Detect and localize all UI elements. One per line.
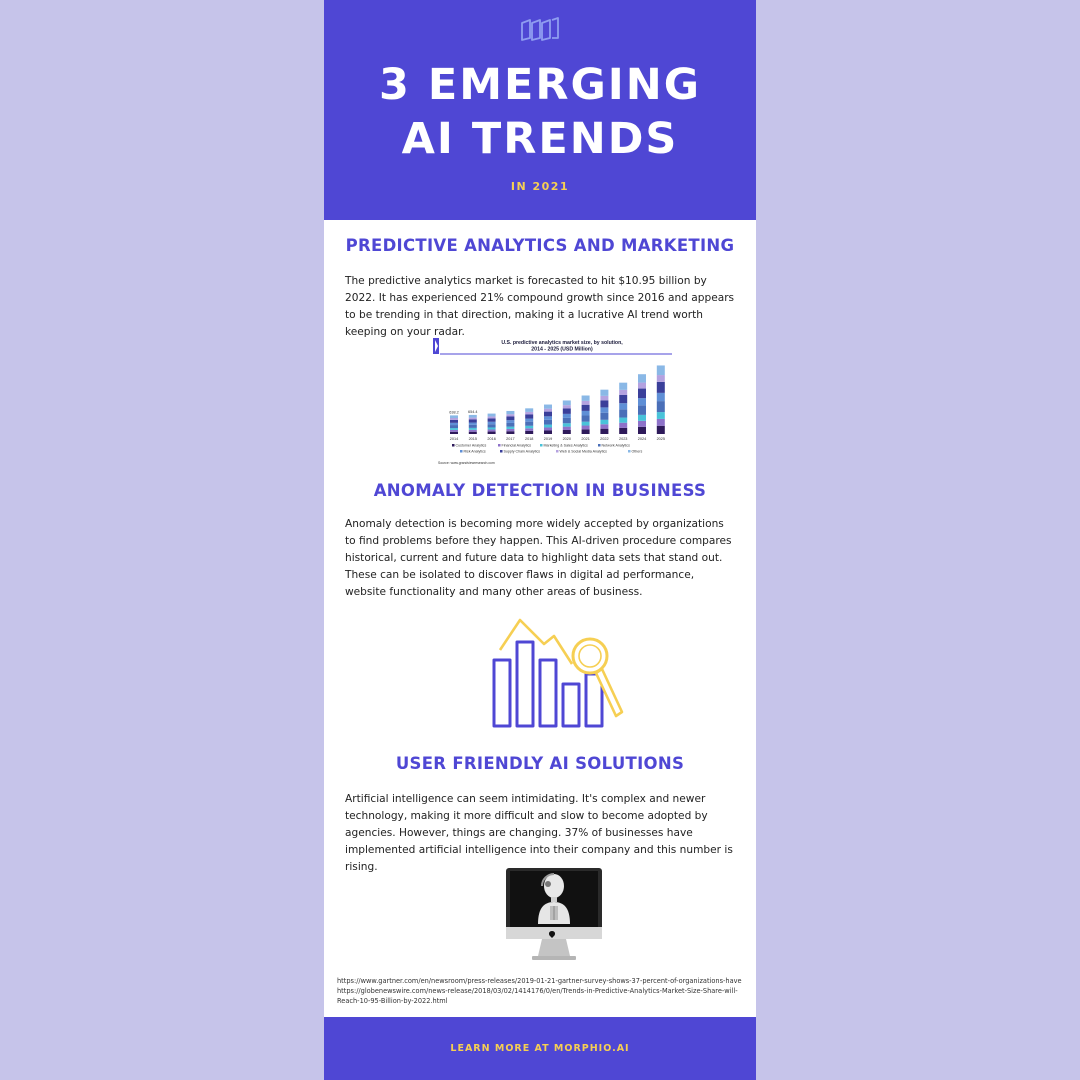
chart-bar-segment	[638, 389, 646, 399]
chart-bar-segment	[488, 418, 496, 421]
chart-bar-segment	[525, 419, 533, 422]
chart-tick-label: 2014	[449, 437, 459, 441]
chart-bar-segment	[488, 432, 496, 434]
chart-bar-segment	[582, 396, 590, 401]
chart-bar-segment	[506, 414, 514, 416]
chart-bar-segment	[544, 425, 552, 428]
chart-tick-label: 2025	[656, 437, 666, 441]
chart-tick-label: 2022	[600, 437, 609, 441]
chart-bar-segment	[525, 408, 533, 412]
bar-chart-magnifier-icon	[490, 614, 630, 730]
chart-title-line-1: U.S. predictive analytics market size, by solution,	[501, 340, 623, 346]
chart-bar-segment	[469, 419, 477, 422]
legend-swatch	[598, 444, 601, 447]
chart-bar-segment	[469, 428, 477, 430]
legend-swatch	[460, 450, 463, 453]
chart-bar-segment	[544, 409, 552, 412]
chart-bar-segment	[657, 426, 665, 434]
chart-bar-segment	[506, 416, 514, 420]
chart-bar-segment	[450, 418, 458, 420]
chart-bar-segment	[638, 383, 646, 389]
chart-bar-segment	[582, 416, 590, 422]
section-heading-predictive-analytics: PREDICTIVE ANALYTICS AND MARKETING	[345, 236, 735, 255]
footer-banner	[324, 1017, 756, 1080]
legend-swatch	[556, 450, 559, 453]
chart-bar-segment	[506, 420, 514, 423]
chart-bar-segment	[657, 382, 665, 393]
chart-bar-segment	[563, 423, 571, 426]
chart-bar-segment	[544, 405, 552, 409]
section-body-predictive-analytics: The predictive analytics market is forecasted to hit $10.95 billion by 2022. It has experienced 21% compound growth since 2016 and appears to be trending in that direction, making it a lucrative AI trend worth keeping on your radar.	[345, 275, 735, 338]
chart-bar-segment	[544, 416, 552, 420]
legend-label: Supply Chain Analytics	[503, 449, 541, 454]
chart-bar-segment	[657, 401, 665, 412]
chart-bar-segment	[544, 420, 552, 425]
chart-tick-label: 2016	[487, 437, 496, 441]
chart-bar-segment	[619, 409, 627, 417]
chart-bar-segment	[469, 423, 477, 425]
legend-label: Customer Analytics	[455, 443, 487, 448]
chart-bar-segment	[563, 414, 571, 418]
chart-bar-segment	[525, 422, 533, 426]
market-size-chart	[432, 336, 672, 468]
chart-bar-segment	[619, 395, 627, 403]
chart-bar-segment	[469, 432, 477, 434]
chart-bar-segment	[506, 431, 514, 434]
chart-bar-segment	[600, 424, 608, 428]
legend-label: Risk Analytics	[463, 449, 486, 454]
chart-tick-label: 2024	[637, 437, 647, 441]
chart-bar-segment	[657, 365, 665, 375]
chart-bar-segment	[488, 422, 496, 424]
chart-bar-segment	[600, 429, 608, 434]
chart-bar-segment	[563, 418, 571, 423]
footer-cta-link[interactable]: LEARN MORE AT MORPHIO.AI	[450, 1043, 630, 1054]
chart-bar-segment	[619, 418, 627, 423]
section-body-anomaly-detection: Anomaly detection is becoming more widely accepted by organizations to find problems before they happen. This AI-driven procedure compares historical, current and future data to highlight data sets that stand out. These can be isolated to discover flaws in digital ad performance, website functionality and many other areas of business.	[345, 518, 732, 598]
source-link-3[interactable]: Reach-10-95-Billion-by-2022.html	[337, 997, 448, 1005]
chart-bar-segment	[638, 427, 646, 434]
chart-bar-segment	[657, 419, 665, 426]
chart-bar-segment	[600, 390, 608, 396]
chart-bar-segment	[619, 383, 627, 390]
chart-bar-segment	[525, 412, 533, 415]
legend-swatch	[540, 444, 543, 447]
chart-bar-segment	[488, 416, 496, 418]
chart-tick-label: 2018	[524, 437, 534, 441]
legend-label: Marketing & Sales Analytics	[543, 443, 588, 448]
chart-bar-segment	[450, 423, 458, 425]
section-body-user-friendly-ai: Artificial intelligence can seem intimidating. It's complex and newer technology, making it more difficult and slow to become adopted by agencies. However, things are changing. 37% of businesses have implemented artificial intelligence into their company and this number is rising.	[345, 793, 733, 873]
source-link-2[interactable]: https://globenewswire.com/news-release/2018/03/02/1414176/0/en/Trends-in-Predictive-Analytics-Market-Size-Share-will-	[337, 987, 738, 995]
chart-bar-segment	[563, 400, 571, 405]
chart-bar-segment	[582, 422, 590, 426]
chart-bar-segment	[488, 427, 496, 429]
legend-swatch	[500, 450, 503, 453]
chart-bar-segment	[600, 420, 608, 424]
chart-bar-segment	[563, 427, 571, 430]
legend-label: Others	[631, 449, 643, 454]
chart-bar-segment	[600, 413, 608, 420]
chart-bar-segment	[563, 409, 571, 414]
robot-monitor-icon	[504, 866, 604, 964]
chart-bar-segment	[619, 428, 627, 434]
morphio-logo-icon	[520, 16, 560, 42]
chart-bar-segment	[619, 403, 627, 409]
chart-bar-segment	[582, 401, 590, 405]
chart-bar-segment	[600, 396, 608, 400]
chart-bar-segment	[488, 414, 496, 417]
chart-bar-segment	[450, 425, 458, 428]
chart-data-label: 638.2	[449, 410, 459, 415]
chart-bar-segment	[450, 420, 458, 423]
section-heading-anomaly-detection: ANOMALY DETECTION IN BUSINESS	[373, 481, 707, 500]
chart-bar-segment	[488, 424, 496, 427]
chart-bar-segment	[525, 428, 533, 431]
chart-bar-segment	[469, 418, 477, 420]
chart-bar-segment	[582, 411, 590, 416]
chart-bar-segment	[600, 400, 608, 407]
chart-bar-segment	[525, 431, 533, 434]
chart-bar-segment	[506, 427, 514, 429]
chart-bar-segment	[638, 421, 646, 427]
chart-bar-segment	[525, 414, 533, 418]
chart-bar-segment	[469, 430, 477, 432]
chart-tick-label: 2019	[543, 437, 553, 441]
chart-bar-segment	[638, 398, 646, 405]
chart-tick-label: 2015	[468, 437, 478, 441]
chart-bar-segment	[638, 415, 646, 421]
chart-bar-segment	[506, 429, 514, 431]
chart-bar-segment	[657, 375, 665, 382]
header-banner	[324, 0, 756, 220]
legend-label: Financial Analytics	[501, 443, 532, 448]
chart-bar-segment	[544, 412, 552, 417]
chart-bar-segment	[525, 426, 533, 429]
chart-bar-segment	[469, 425, 477, 428]
chart-bar-segment	[582, 405, 590, 411]
chart-bar-segment	[506, 411, 514, 414]
chart-tick-label: 2017	[506, 437, 515, 441]
chart-bar-segment	[469, 415, 477, 418]
chart-bar-segment	[619, 390, 627, 395]
legend-swatch	[452, 444, 455, 447]
page-subtitle: IN 2021	[510, 180, 570, 193]
chart-bar-segment	[450, 432, 458, 434]
title-line-2: AI TRENDS	[401, 114, 679, 164]
legend-swatch	[498, 444, 501, 447]
chart-bar-segment	[563, 430, 571, 434]
legend-label: Web & Social Media Analytics	[559, 449, 607, 454]
source-link-1[interactable]: https://www.gartner.com/en/newsroom/press-releases/2019-01-21-gartner-survey-shows-37-percent-of-organizations-have	[337, 977, 742, 985]
chart-bar-segment	[600, 407, 608, 412]
chart-title-line-2: 2014 - 2025 (USD Million)	[531, 346, 593, 353]
chart-tick-label: 2023	[618, 437, 628, 441]
chart-bar-segment	[544, 428, 552, 431]
chart-bar-segment	[582, 429, 590, 434]
chart-bar-segment	[619, 423, 627, 428]
page-title	[324, 58, 756, 166]
chart-bar-segment	[638, 405, 646, 415]
chart-tick-label: 2020	[562, 437, 572, 441]
chart-bar-segment	[450, 415, 458, 418]
chart-bar-segment	[544, 430, 552, 434]
chart-bar-segment	[450, 428, 458, 430]
chart-data-label: 654.4	[468, 409, 478, 414]
chart-tick-label: 2021	[581, 437, 590, 441]
chart-bar-segment	[506, 423, 514, 427]
infographic	[324, 0, 756, 1080]
chart-bar-segment	[582, 426, 590, 430]
title-line-1: 3 EMERGING	[378, 60, 702, 110]
section-heading-user-friendly-ai: USER FRIENDLY AI SOLUTIONS	[395, 754, 685, 773]
legend-label: Network Analytics	[601, 443, 630, 448]
chart-source: Source: www.grandviewresearch.com	[438, 461, 495, 465]
chart-bar-segment	[657, 393, 665, 401]
chart-bar-segment	[488, 430, 496, 432]
chart-bar-segment	[450, 430, 458, 432]
chart-bar-segment	[563, 405, 571, 408]
legend-swatch	[628, 450, 631, 453]
chart-bar-segment	[638, 374, 646, 382]
chart-bar-segment	[657, 412, 665, 419]
